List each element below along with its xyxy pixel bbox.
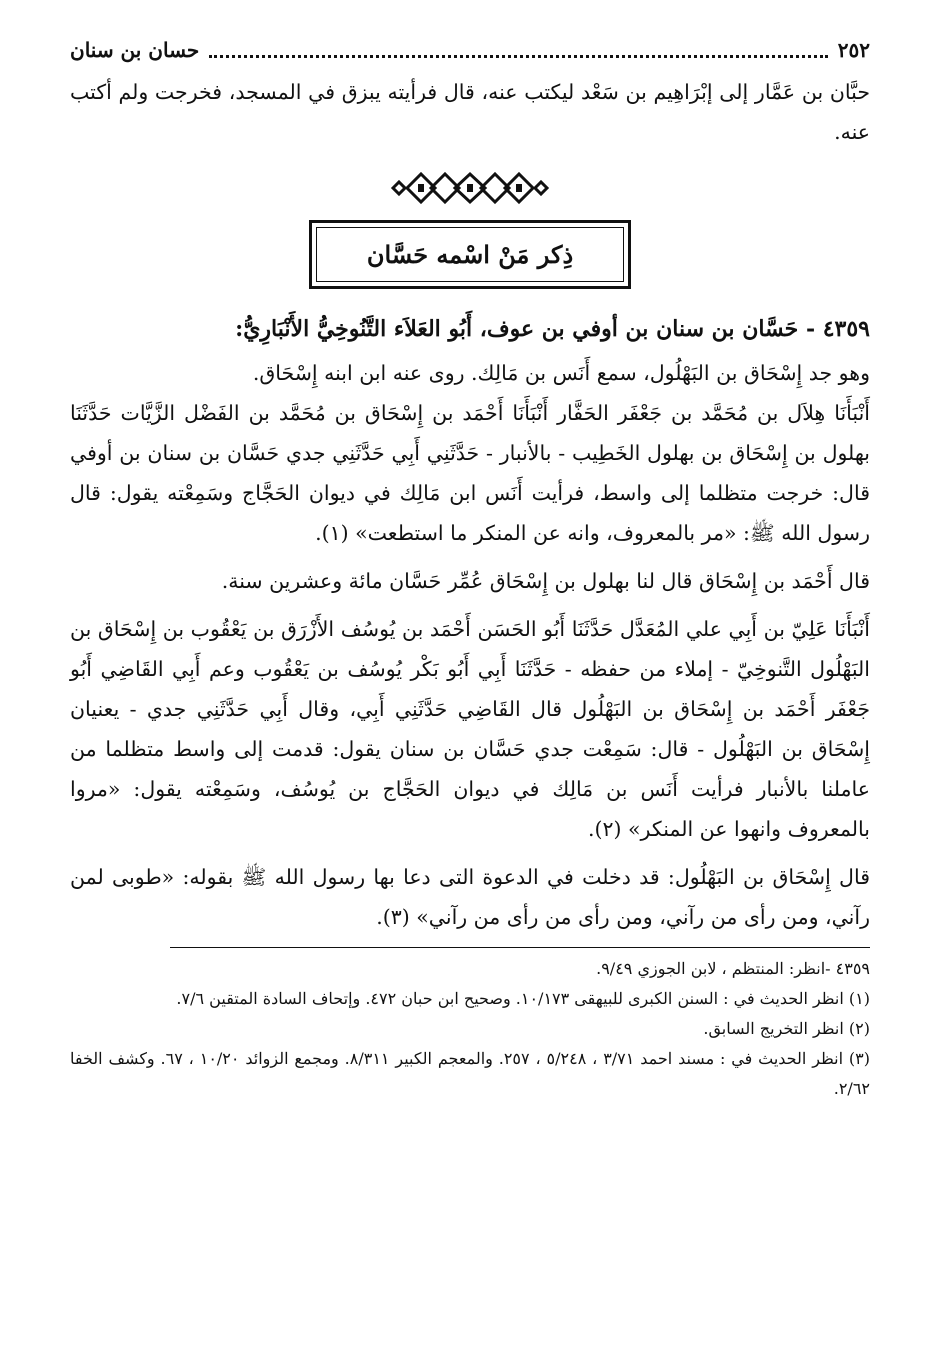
section-heading-frame [70,220,870,289]
footnote-3: (٣) انظر الحديث في : مسند احمد ٣/٧١ ، ٥/٢٤٨ ، ٢٥٧. والمعجم الكبير ٨/٣١١. ومجمع الزوائد ١٠/٢٠ ، ٦٧. وكشف الخفا ٢/٦٢. [70,1049,871,1098]
page-header [70,28,870,72]
entry-paragraph-3: قال أَحْمَد بن إِسْحَاق قال لنا بهلول بن إِسْحَاق عُمِّر حَسَّان مائة وعشرين سنة. [221,569,870,593]
ornament-divider [70,166,870,210]
entry-paragraph-1: وهو جد إِسْحَاق بن البَهْلُول، سمع أَنَس بن مَالِك. روى عنه ابن ابنه إِسْحَاق. [252,361,870,385]
footnote-separator [170,947,870,948]
entry-title: ٤٣٥٩ - حَسَّان بن سنان بن أوفي بن عوف، أَبُو العَلاَء التَّنُوخِيُّ الأَنْبَارِيُّ: [235,316,870,342]
header-dotted-leader [209,43,827,58]
section-heading: ذِكر مَنْ اسْمه حَسَّان [316,227,624,282]
entry-paragraph-2: أَنْبَأَنَا هِلاَل بن مُحَمَّد بن جَعْفَر الحَفَّار أَنْبَأَنَا أَحْمَد بن إِسْحَاق بن مُحَمَّد بن الفَضْل الزَّيَّات حَدَّثَنَا بهلول بن إِسْحَاق بن بهلول الخَطِيب - بالأنبار - حَدَّثَنِي أَبِي حَدَّثَنِي جدي حَسَّان بن سنان بن أوفي قال: خرجت متظلما إلى واسط، فرأيت أَنَس ابن مَالِك في ديوان الحَجَّاج وسَمِعْته يقول: قال رسول الله ﷺ: «مر بالمعروف، وانه عن المنكر ما استطعت» (١). [70,401,870,545]
running-title: حسان بن سنان [70,38,200,62]
footnote-entry: ٤٣٥٩ -انظر: المنتظم ، لابن الجوزي ٩/٤٩. [596,959,870,978]
entry-paragraph-4: أَنْبَأَنَا عَلِيّ بن أَبِي علي المُعَدَّل حَدَّثَنَا أَبُو الحَسَن أَحْمَد بن يُوسُف الأَزْرَق بن يَعْقُوب بن إِسْحَاق بن البَهْلُول التَّنوخِيّ - إملاء من حفظه - حَدَّثَنَا أَبِي أَبُو بَكْر يُوسُف بن يَعْقُوب وعم أَبِي القَاضِي أَبُو جَعْفَر أَحْمَد بن إِسْحَاق بن البَهْلُول قال القَاضِي حَدَّثَنِي أَبِي، وقال أَبِي حَدَّثَنِي جدي - يعنيان إِسْحَاق بن البَهْلُول - قال: سَمِعْت جدي حَسَّان بن سنان يقول: قدمت إلى واسط متظلما من عاملنا بالأنبار فرأيت أَنَس بن مَالِك في ديوان الحَجَّاج بن يُوسُف، وسَمِعْته يقول: «مروا بالمعروف وانهوا عن المنكر» (٢). [70,617,870,841]
document-page [70,28,870,1338]
ornament-chain-icon [385,166,555,210]
intro-paragraph: حبَّان بن عَمَّار إلى إبْرَاهِيم بن سَعْد ليكتب عنه، قال فرأيته يبزق في المسجد، فخرجت ولم أكتب عنه. [70,80,870,144]
page-number: ٢٥٢ [837,38,870,62]
footnote-1: (١) انظر الحديث في : السنن الكبرى للبيهقى ١٠/١٧٣. وصحيح ابن حبان ٤٧٢. وإتحاف السادة المتقين ٧/٦. [176,989,870,1008]
footnote-2: (٢) انظر التخريج السابق. [703,1019,870,1038]
entry-paragraph-5: قال إِسْحَاق بن البَهْلُول: قد دخلت في الدعوة التى دعا بها رسول الله ﷺ بقوله: «طوبى لمن رآني، ومن رأى من رآني، ومن رأى من رأى من رآني» (٣). [70,865,870,929]
